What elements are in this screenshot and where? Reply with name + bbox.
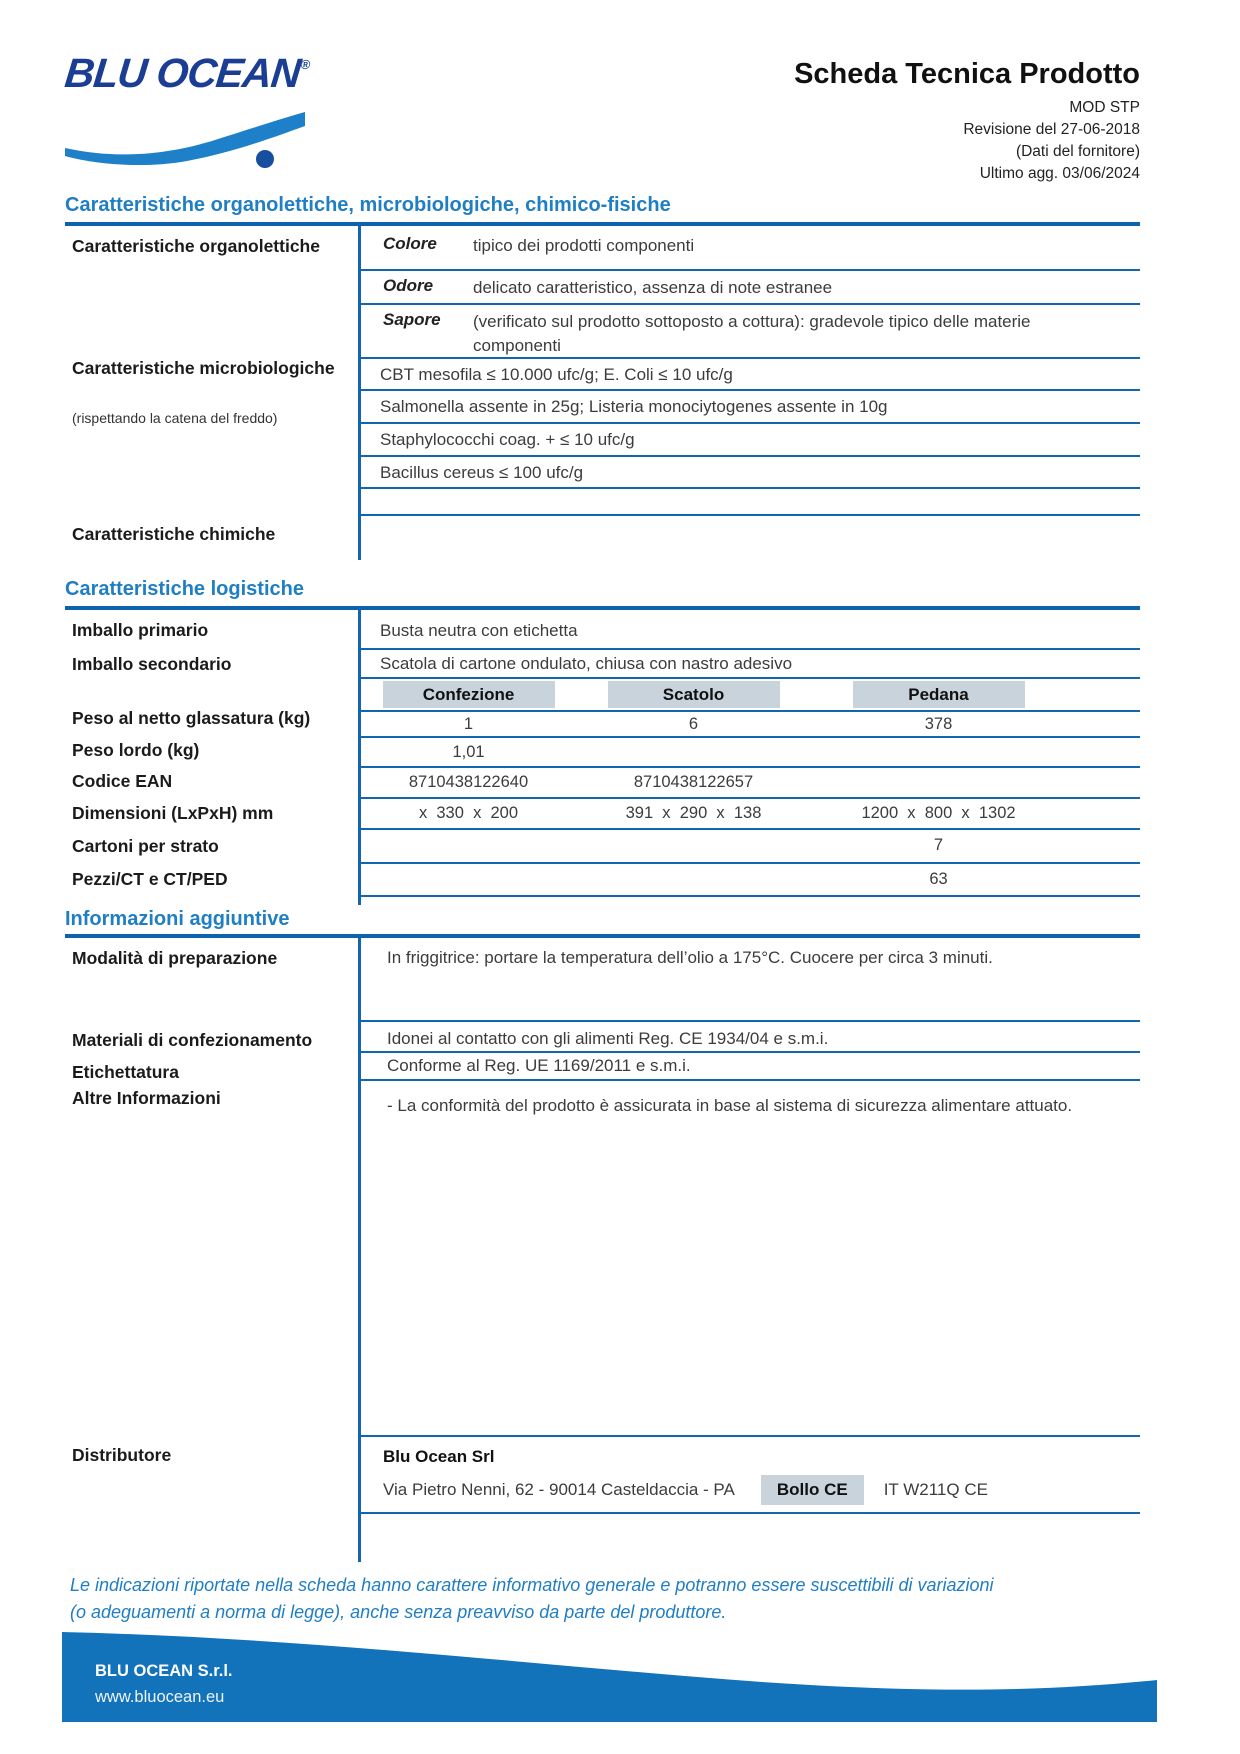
additional-info-table [65, 934, 1140, 1562]
table-row-cbt: CBT mesofila ≤ 10.000 ufc/g; E. Coli ≤ 10 ufc/g [361, 359, 1140, 392]
table-row-sapore [361, 305, 1140, 359]
section-heading-additional-info: Informazioni aggiuntive [65, 908, 290, 930]
blu-ocean-logo [62, 50, 325, 162]
additional-info-table-values [358, 938, 1140, 1562]
label-caratteristiche-microbiologiche: Caratteristiche microbiologiche [72, 358, 335, 378]
cell-peso-lordo-confezione: 1,01 [452, 742, 485, 761]
label-materiali-confezionamento: Materiali di confezionamento [72, 1030, 313, 1050]
label-imballo-secondario: Imballo secondario [72, 654, 232, 674]
footer-website: www.bluocean.eu [95, 1688, 225, 1706]
cell-peso-netto-confezione: 1 [463, 714, 474, 733]
column-header-pedana: Pedana [853, 681, 1025, 708]
table-row-codice-ean [361, 768, 1140, 799]
cell-peso-netto-scatolo: 6 [688, 714, 699, 733]
label-etichettatura: Etichettatura [72, 1062, 179, 1082]
cell-ean-confezione: 8710438122640 [408, 772, 529, 791]
table-row-modalita-preparazione: In friggitrice: portare la temperatura dell’olio a 175°C. Cuocere per circa 3 minuti. [361, 938, 1140, 1022]
cell-dimensioni-confezione: x 330 x 200 [418, 803, 519, 822]
table-row-peso-lordo [361, 738, 1140, 768]
doc-meta-updated: Ultimo agg. 03/06/2024 [979, 165, 1140, 182]
row-value-sapore: (verificato sul prodotto sottoposto a cottura): gradevole tipico delle materie componenti [473, 311, 1031, 355]
label-codice-ean: Codice EAN [72, 771, 173, 791]
registered-trademark-icon: ® [299, 57, 312, 72]
footer-banner [62, 1630, 1157, 1722]
label-cold-chain-note: (rispettando la catena del freddo) [72, 410, 278, 426]
logo-dot-icon [256, 150, 274, 168]
table-row-odore [361, 271, 1140, 305]
table-row-empty-chemical [361, 516, 1140, 560]
table-row-spacer-bottom [361, 1514, 1140, 1562]
page-title: Scheda Tecnica Prodotto [794, 58, 1140, 90]
row-value-odore: delicato caratteristico, assenza di note estranee [473, 278, 833, 298]
table-row-colore [361, 226, 1140, 271]
title-block [794, 58, 1140, 185]
organoleptic-table-labels [65, 226, 358, 560]
label-distributore: Distributore [72, 1445, 172, 1465]
label-cartoni-per-strato: Cartoni per strato [72, 836, 219, 856]
row-key-colore: Colore [383, 234, 437, 253]
table-row-imballo-secondario: Scatola di cartone ondulato, chiusa con nastro adesivo [361, 650, 1140, 680]
table-row-cartoni-per-strato [361, 830, 1140, 864]
logistics-table-labels [65, 610, 358, 905]
table-row-staphylococchi: Staphylococchi coag. + ≤ 10 ufc/g [361, 424, 1140, 457]
cell-cartoni-pedana: 7 [933, 836, 944, 855]
table-row-peso-netto [361, 712, 1140, 739]
row-key-sapore: Sapore [383, 309, 441, 329]
disclaimer-text: Le indicazioni riportate nella scheda hanno carattere informativo generale e potranno essere suscettibili di variazioni (o adeguamenti a norma di legge), anche senza preavviso da parte del produttore. [70, 1575, 994, 1622]
table-row-altre-informazioni: - La conformità del prodotto è assicurata in base al sistema di sicurezza alimentare attuato. [361, 1081, 1140, 1437]
logo-wordmark [63, 50, 328, 97]
logistics-table [65, 606, 1140, 905]
cell-dimensioni-pedana: 1200 x 800 x 1302 [861, 803, 1016, 822]
label-altre-informazioni: Altre Informazioni [72, 1088, 221, 1108]
organoleptic-table [65, 222, 1140, 560]
table-row-spacer [361, 897, 1140, 905]
cell-dimensioni-scatolo: 391 x 290 x 138 [625, 803, 762, 822]
table-row-salmonella: Salmonella assente in 25g; Listeria monociytogenes assente in 10g [361, 391, 1140, 424]
doc-meta-supplier: (Dati del fornitore) [1015, 143, 1140, 160]
cell-peso-netto-pedana: 378 [924, 714, 953, 733]
table-row-column-headers [361, 679, 1140, 712]
table-row-distributore [361, 1437, 1140, 1514]
section-heading-logistics: Caratteristiche logistiche [65, 578, 304, 600]
label-pezzi-ct: Pezzi/CT e CT/PED [72, 869, 228, 889]
logo-text: BLU OCEAN [62, 50, 303, 96]
distributor-address: Via Pietro Nenni, 62 - 90014 Casteldaccia - PA [383, 1479, 735, 1499]
row-key-odore: Odore [383, 276, 434, 296]
table-row-pezzi-ct [361, 864, 1140, 898]
logistics-table-values [358, 610, 1140, 905]
table-row-etichettatura: Conforme al Reg. UE 1169/2011 e s.m.i. [361, 1053, 1140, 1081]
cell-pezzi-pedana: 63 [929, 869, 948, 888]
label-caratteristiche-organolettiche: Caratteristiche organolettiche [72, 236, 320, 256]
column-header-scatolo: Scatolo [608, 681, 780, 708]
doc-meta-revision: Revisione del 27-06-2018 [963, 121, 1140, 138]
table-row-materiali-confezionamento: Idonei al contatto con gli alimenti Reg. CE 1934/04 e s.m.i. [361, 1022, 1140, 1054]
footer-company-name: BLU OCEAN S.r.l. [95, 1662, 233, 1680]
label-imballo-primario: Imballo primario [72, 620, 209, 640]
table-row-empty-micro [361, 489, 1140, 516]
label-dimensioni: Dimensioni (LxPxH) mm [72, 803, 274, 823]
distributor-name: Blu Ocean Srl [383, 1446, 495, 1466]
bollo-ce-badge: Bollo CE [761, 1475, 864, 1505]
label-peso-lordo: Peso lordo (kg) [72, 740, 200, 760]
row-value-colore: tipico dei prodotti componenti [473, 236, 695, 255]
doc-meta [794, 97, 1140, 185]
label-modalita-preparazione: Modalità di preparazione [72, 948, 278, 968]
cell-ean-scatolo: 8710438122657 [633, 772, 754, 791]
logo-wave-icon [65, 108, 315, 170]
organoleptic-table-values [358, 226, 1140, 560]
table-row-bacillus: Bacillus cereus ≤ 100 ufc/g [361, 457, 1140, 490]
label-peso-netto: Peso al netto glassatura (kg) [72, 708, 311, 728]
table-row-dimensioni [361, 799, 1140, 831]
label-caratteristiche-chimiche: Caratteristiche chimiche [72, 524, 276, 544]
column-header-confezione: Confezione [383, 681, 555, 708]
table-row-imballo-primario: Busta neutra con etichetta [361, 610, 1140, 650]
section-heading-organoleptic: Caratteristiche organolettiche, microbiologiche, chimico-fisiche [65, 194, 671, 216]
doc-meta-mod: MOD STP [1069, 99, 1140, 116]
additional-info-table-labels [65, 938, 358, 1562]
bollo-ce-code: IT W211Q CE [883, 1479, 988, 1499]
